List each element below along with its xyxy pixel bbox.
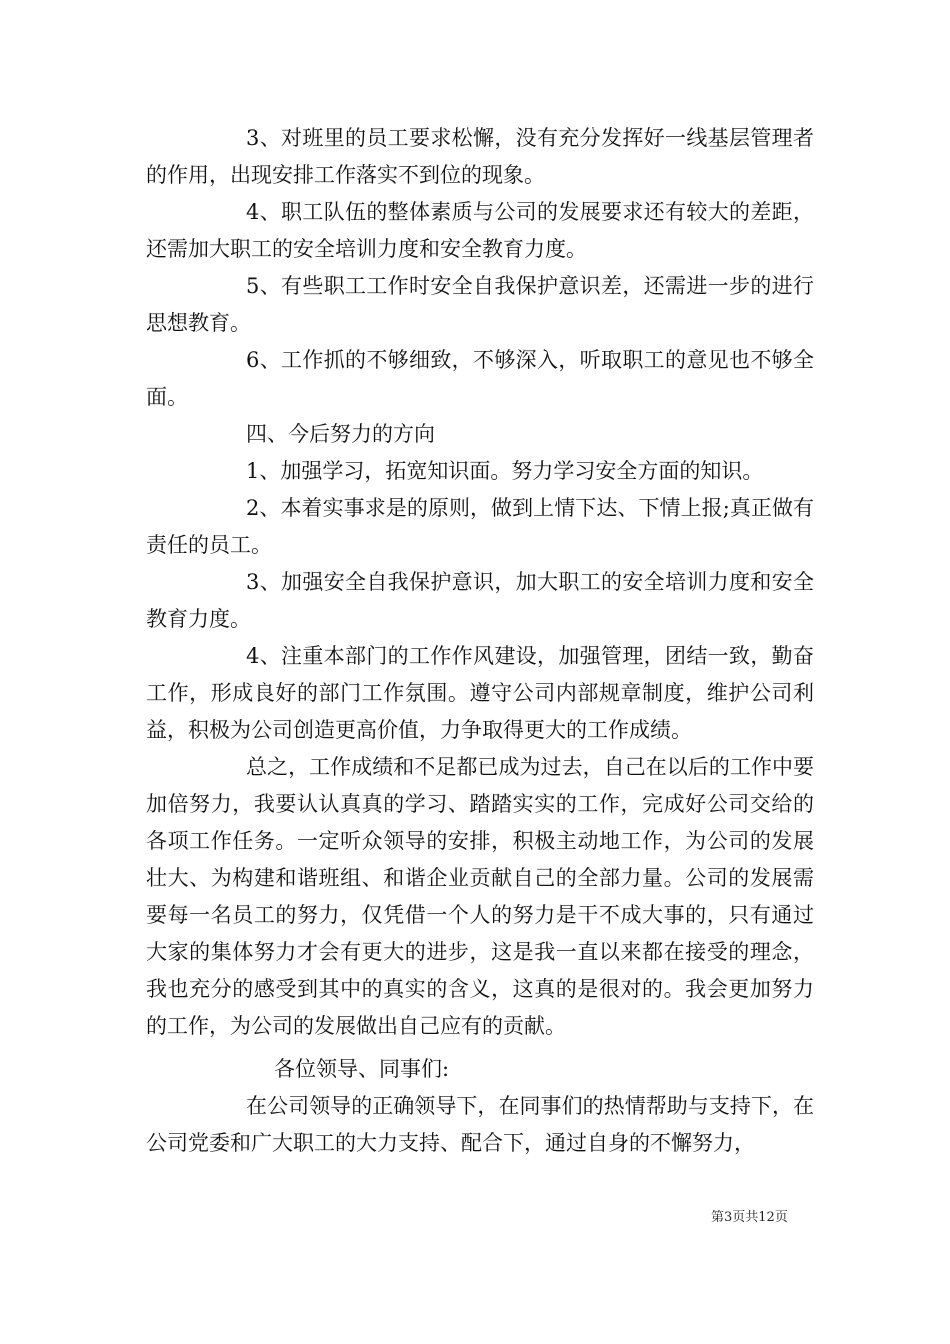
paragraph-direction-4: 4、注重本部门的工作作风建设，加强管理，团结一致，勤奋工作，形成良好的部门工作氛围。遵守公司内部规章制度，维护公司利益，积极为公司创造更高价值，力争取得更大的工作成绩。: [146, 644, 814, 742]
paragraph-speech-opening: 在公司领导的正确领导下，在同事们的热情帮助与支持下，在公司党委和广大职工的大力支持、配合下，通过自身的不懈努力，: [146, 1094, 814, 1155]
paragraph-direction-1: 1、加强学习，拓宽知识面。努力学习安全方面的知识。: [246, 459, 764, 483]
page-number-footer: 第3页共12页: [711, 1210, 788, 1225]
paragraph-issue-6: 6、工作抓的不够细致，不够深入，听取职工的意见也不够全面。: [146, 348, 814, 409]
paragraph-issue-5: 5、有些职工工作时安全自我保护意识差，还需进一步的进行思想教育。: [146, 274, 814, 335]
section-heading-future-direction: 四、今后努力的方向: [246, 422, 435, 446]
paragraph-direction-2: 2、本着实事求是的原则，做到上情下达、下情上报;真正做有责任的员工。: [146, 496, 814, 557]
paragraph-issue-3: 3、对班里的员工要求松懈，没有充分发挥好一线基层管理者的作用，出现安排工作落实不到位的现象。: [146, 126, 814, 187]
paragraph-conclusion: 总之，工作成绩和不足都已成为过去，自己在以后的工作中要加倍努力，我要认认真真的学习、踏踏实实的工作，完成好公司交给的各项工作任务。一定听众领导的安排，积极主动地工作，为公司的发展壮大、为构建和谐班组、和谐企业贡献自己的全部力量。公司的发展需要每一名员工的努力，仅凭借一个人的努力是干不成大事的，只有通过大家的集体努力才会有更大的进步，这是我一直以来都在接受的理念，我也充分的感受到其中的真实的含义，这真的是很对的。我会更加努力的工作，为公司的发展做出自己应有的贡献。: [146, 755, 814, 1038]
salutation: 各位领导、同事们:: [274, 1057, 450, 1081]
paragraph-direction-3: 3、加强安全自我保护意识，加大职工的安全培训力度和安全教育力度。: [146, 570, 814, 631]
document-body: [146, 120, 814, 1162]
paragraph-issue-4: 4、职工队伍的整体素质与公司的发展要求还有较大的差距，还需加大职工的安全培训力度和安全教育力度。: [146, 200, 814, 261]
